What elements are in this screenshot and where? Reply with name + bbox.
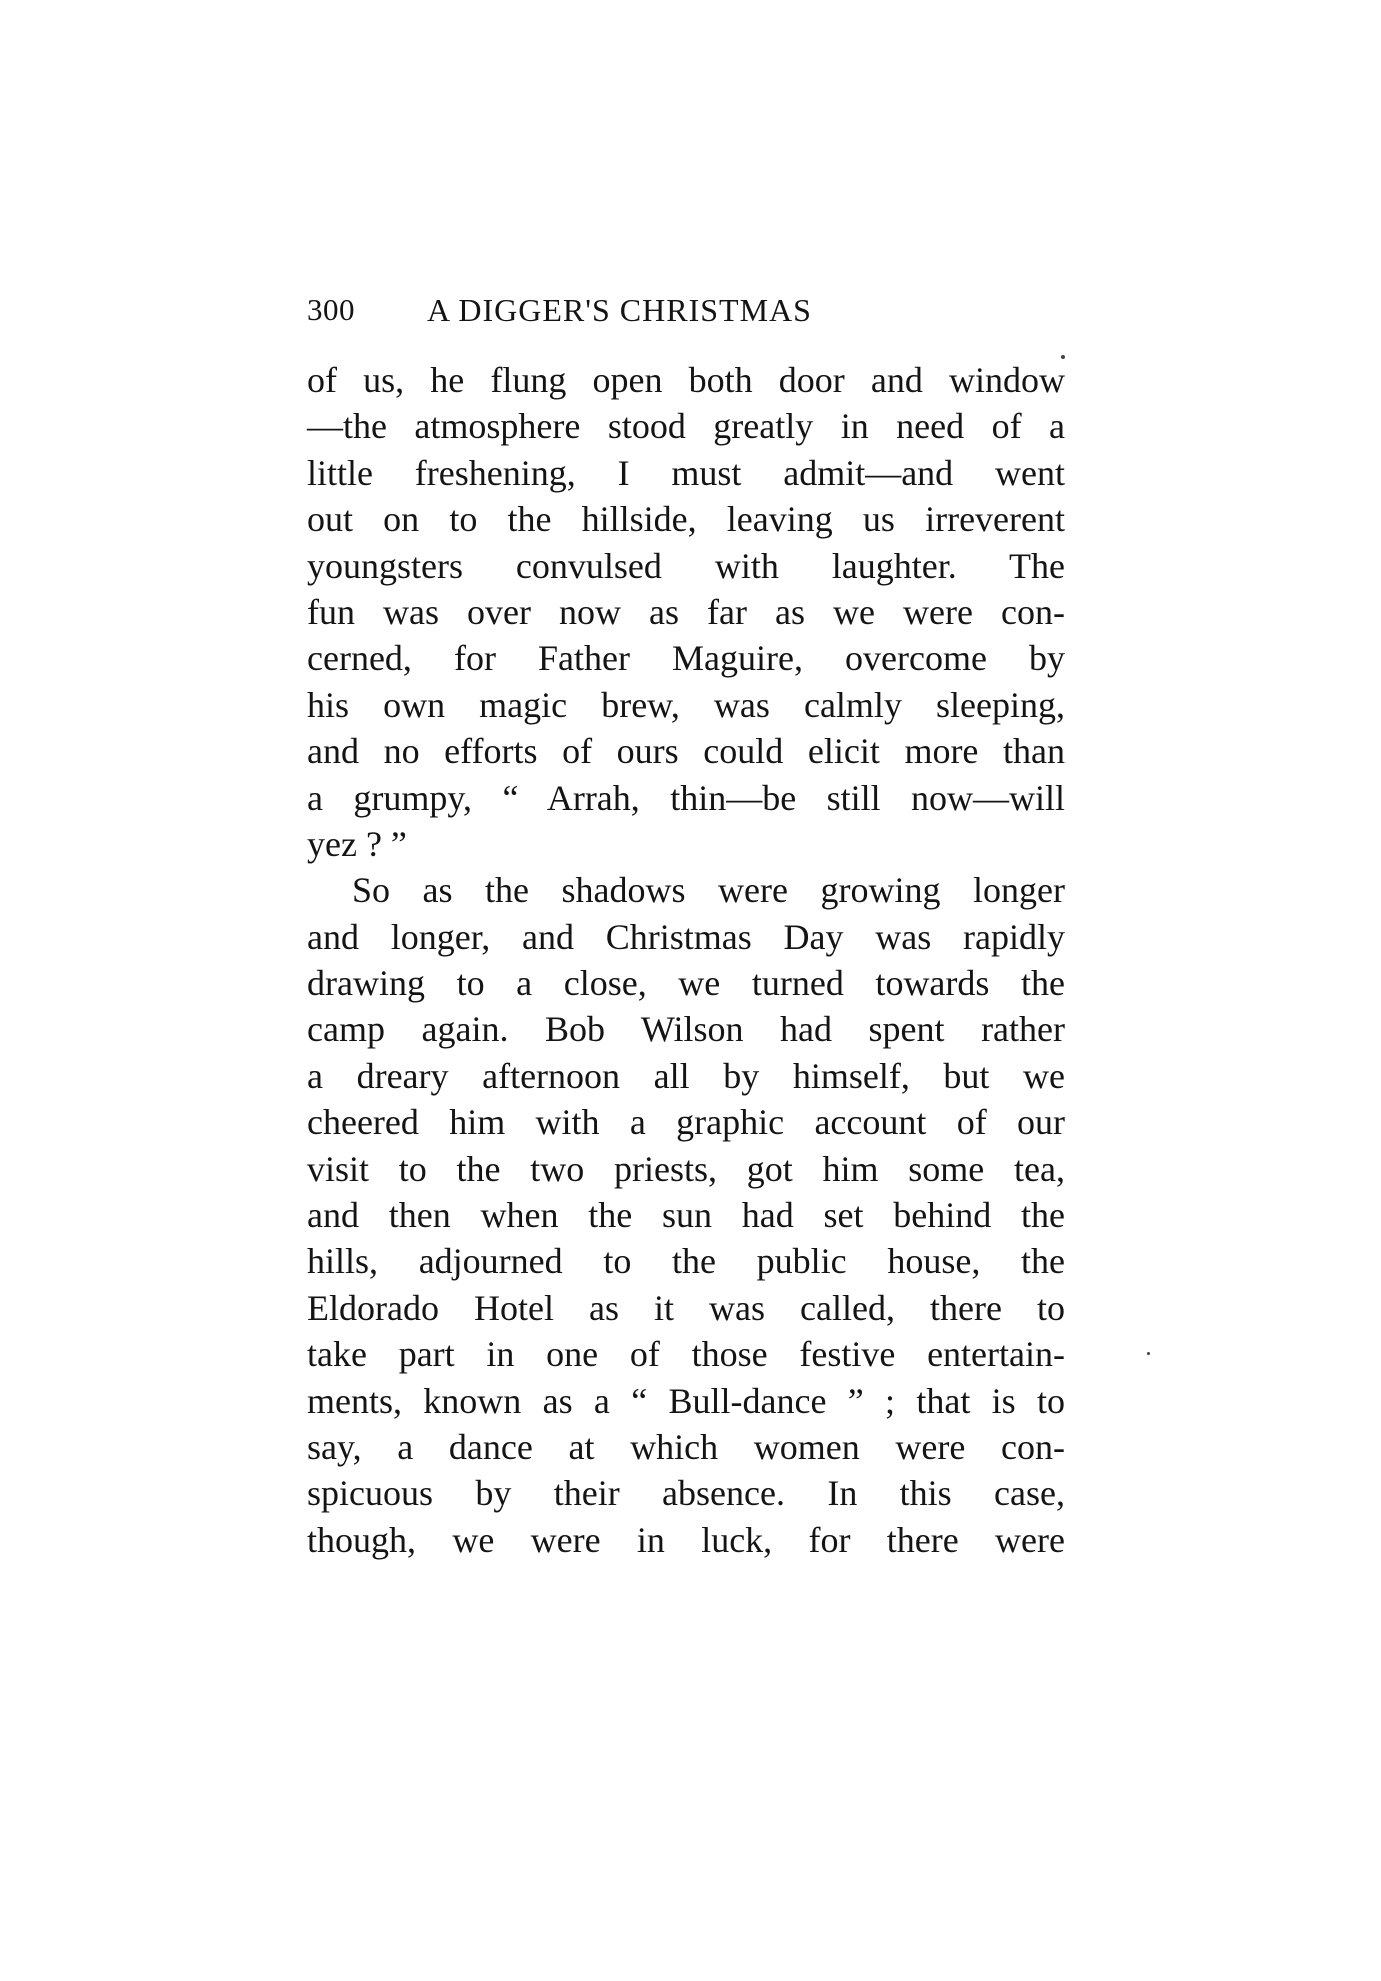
text-line: say, a dance at which women were con-	[307, 1426, 1065, 1467]
text-line: out on to the hillside, leaving us irreverent	[307, 499, 1065, 540]
paragraph-start-line: So as the shadows were growing longer	[352, 870, 1065, 911]
text-line: spicuous by their absence. In this case,	[307, 1473, 1065, 1514]
text-line: cerned, for Father Maguire, overcome by	[307, 638, 1065, 679]
text-line: and longer, and Christmas Day was rapidly	[307, 916, 1065, 957]
text-line: Eldorado Hotel as it was called, there to	[307, 1287, 1065, 1328]
text-line: a dreary afternoon all by himself, but we	[307, 1055, 1065, 1096]
text-line: fun was over now as far as we were con-	[307, 591, 1065, 632]
running-head: A DIGGER'S CHRISTMAS	[427, 292, 812, 328]
text-line: though, we were in luck, for there were	[307, 1519, 1065, 1560]
page-number: 300	[307, 292, 355, 327]
ink-speck	[1147, 1352, 1150, 1355]
text-line: visit to the two priests, got him some tea,	[307, 1148, 1065, 1189]
text-line: of us, he flung open both door and window	[307, 360, 1065, 400]
ink-speck	[1061, 355, 1065, 359]
paragraph-end-line: yez ? ”	[307, 823, 407, 864]
text-line: youngsters convulsed with laughter. The	[307, 545, 1065, 586]
text-line: drawing to a close, we turned towards the	[307, 963, 1065, 1004]
text-line: —the atmosphere stood greatly in need of a	[307, 406, 1065, 447]
page-header	[307, 288, 1067, 332]
text-line: take part in one of those festive entertain-	[307, 1334, 1065, 1375]
text-line: camp again. Bob Wilson had spent rather	[307, 1009, 1065, 1050]
text-line: and no efforts of ours could elicit more than	[307, 731, 1065, 772]
text-line: his own magic brew, was calmly sleeping,	[307, 684, 1065, 725]
text-line: little freshening, I must admit—and went	[307, 452, 1065, 493]
text-line: and then when the sun had set behind the	[307, 1195, 1065, 1236]
text-line: ments, known as a “ Bull-dance ” ; that is to	[307, 1380, 1065, 1421]
body-text	[307, 357, 1065, 1563]
text-line: a grumpy, “ Arrah, thin—be still now—will	[307, 777, 1065, 818]
text-line: cheered him with a graphic account of our	[307, 1102, 1065, 1143]
text-line: hills, adjourned to the public house, the	[307, 1241, 1065, 1282]
